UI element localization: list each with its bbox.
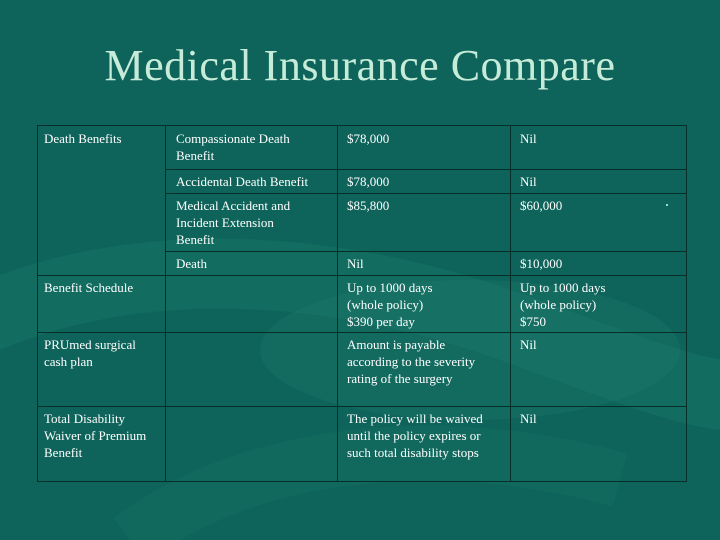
- row-divider: [38, 332, 686, 333]
- total-disability-plan-b: Nil: [520, 411, 537, 426]
- death-label: Death: [176, 256, 208, 271]
- accidental-death-benefit-label: Accidental Death Benefit: [176, 174, 309, 189]
- death-plan-a: Nil: [347, 256, 364, 271]
- medical-accident-benefit-plan-b: $60,000: [520, 198, 563, 213]
- prumed-surgical-plan-b: Nil: [520, 337, 537, 352]
- compassionate-death-benefit-plan-b: Nil: [520, 131, 537, 146]
- accidental-death-benefit-plan-a: $78,000: [347, 174, 390, 189]
- benefit-schedule-plan-a: Up to 1000 days (whole policy) $390 per day: [347, 280, 433, 329]
- death-plan-b: $10,000: [520, 256, 563, 271]
- benefit-schedule-plan-b: Up to 1000 days (whole policy) $750: [520, 280, 606, 329]
- row-divider: [38, 275, 686, 276]
- column-divider: [337, 126, 338, 481]
- death-benefits-label: Death Benefits: [44, 131, 122, 146]
- comparison-table: [37, 125, 687, 482]
- column-divider: [165, 126, 166, 481]
- compassionate-death-benefit-label: Compassionate Death Benefit: [176, 131, 290, 163]
- prumed-surgical-label: PRUmed surgical cash plan: [44, 337, 136, 369]
- total-disability-label: Total Disability Waiver of Premium Benefit: [44, 411, 147, 460]
- benefit-schedule-label: Benefit Schedule: [44, 280, 134, 295]
- column-divider: [510, 126, 511, 481]
- total-disability-plan-a: The policy will be waived until the policy expires or such total disability stops: [347, 411, 483, 460]
- row-divider: [165, 193, 686, 194]
- compassionate-death-benefit-plan-a: $78,000: [347, 131, 390, 146]
- accidental-death-benefit-plan-b: Nil: [520, 174, 537, 189]
- prumed-surgical-plan-a: Amount is payable according to the severity rating of the surgery: [347, 337, 476, 386]
- row-divider: [165, 251, 686, 252]
- decorative-dot: [666, 204, 668, 206]
- row-divider: [165, 169, 686, 170]
- row-divider: [38, 406, 686, 407]
- page-title: Medical Insurance Compare: [104, 41, 616, 90]
- medical-accident-benefit-label: Medical Accident and Incident Extension Benefit: [176, 198, 291, 247]
- medical-accident-benefit-plan-a: $85,800: [347, 198, 390, 213]
